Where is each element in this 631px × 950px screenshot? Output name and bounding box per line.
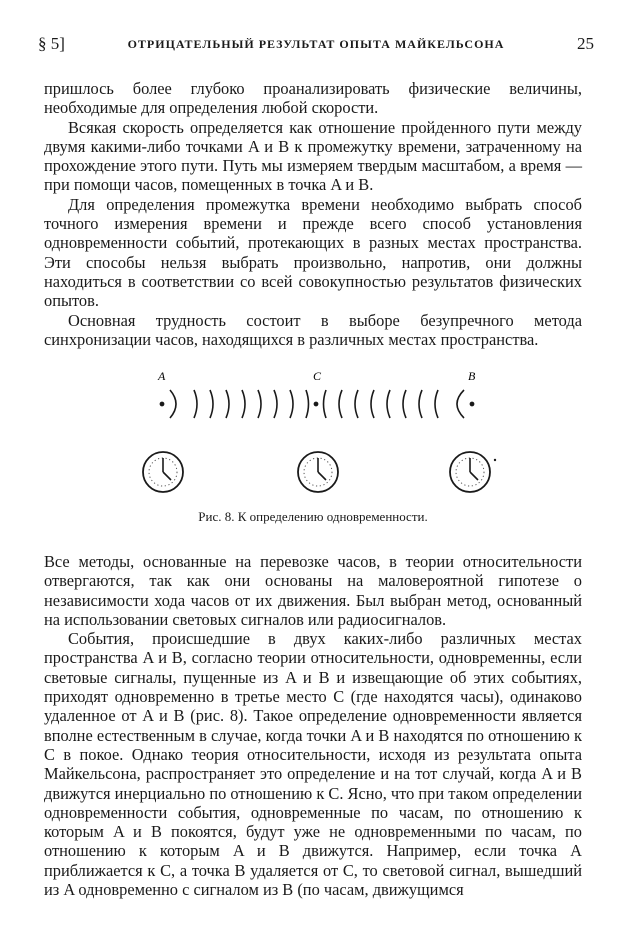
paragraph: Для определения промежутка времени необходимо выбрать способ точного измерения времени и прежде всего способ установления одновременности событий, протекающих в разных местах пространства. Эти способы нельзя выбрать произвольно, напротив, они должны находиться в соответствии со всей совокупностью результатов физических опытов. (44, 194, 582, 311)
page-number: 25 (577, 34, 594, 53)
paragraph: Всякая скорость определяется как отношение пройденного пути между двумя какими-либо точками A и B к промежутку времени, затраченному на прохождение этого пути. Путь мы измеряем твердым масштабом, а время — при помощи часов, помещенных в точка A и B. (44, 117, 582, 195)
label-point-a: A (158, 369, 166, 383)
chapter-title: ОТРИЦАТЕЛЬНЫЙ РЕЗУЛЬТАТ ОПЫТА МАЙКЕЛЬСОНА (127, 37, 505, 51)
wavefront-left-6 (258, 390, 261, 418)
wavefront-right-3 (419, 390, 422, 418)
wavefront-left-4 (226, 390, 229, 418)
wavefront-right-5 (387, 390, 390, 418)
paragraph: События, происшедшие в двух каких-либо различных местах пространства A и B, согласно теории относительности, одновременны, если световые сигналы, пущенные из A и B и извещающие об этих событиях, приходят одновременно в третье место C (где находятся часы), одинаково удаленное от A и B (рис. 8). Такое определение одновременности является вполне естественным в случае, когда точки A и B находятся по отношению к C в покое. Однако теория относительности, исходя из результата опыта Майкельсона, распространяет это определение и на тот случай, когда A и B движутся инерциально по отношению к C. Ясно, что при таком определении одновременности события, одновременные по часам, по отношению к которым A и B покоятся, будут уже не одновременными по часам, по отношению к которым A и B движутся. Например, если точка A приближается к C, а точка B удаляется от C, то световой сигнал, вышедший из A одновременно с сигналом из B (по часам, движущимся (44, 629, 582, 900)
wavefront-left-7 (274, 390, 277, 418)
label-point-c: C (313, 369, 322, 383)
figure-caption: Рис. 8. К определению одновременности. (198, 509, 428, 524)
point-b-dot (470, 402, 473, 405)
wavefront-left-1 (170, 390, 176, 418)
wavefront-right-6 (371, 390, 374, 418)
text-block-bottom (44, 552, 582, 899)
paragraph: Основная трудность состоит в выборе безупречного метода синхронизации часов, находящихся в различных местах пространства. (44, 310, 582, 349)
section-number: § 5] (38, 34, 65, 53)
point-c-dot (314, 402, 317, 405)
figure-simultaneity (130, 362, 510, 502)
wavefront-left-3 (210, 390, 213, 418)
wavefront-right-4 (403, 390, 406, 418)
clock-b (450, 452, 496, 492)
wavefront-left-2 (194, 390, 197, 418)
figure-diagram (130, 362, 510, 502)
wavefront-right-1 (457, 390, 464, 418)
text-block-top (44, 79, 582, 349)
clock-a (143, 452, 183, 492)
label-point-b: B (468, 369, 476, 383)
wavefront-left-9 (306, 390, 309, 418)
wavefront-right-8 (339, 390, 342, 418)
clock-c (298, 452, 338, 492)
point-a-dot (160, 402, 163, 405)
paragraph: пришлось более глубоко проанализировать физические величины, необходимые для определения любой скорости. (44, 79, 582, 118)
wavefront-right-7 (355, 390, 358, 418)
wavefront-left-8 (290, 390, 293, 418)
wavefronts (160, 390, 473, 418)
running-header (38, 34, 594, 56)
wavefront-right-9 (324, 390, 327, 418)
wavefront-right-2 (435, 390, 438, 418)
wavefront-left-5 (242, 390, 245, 418)
paragraph: Все методы, основанные на перевозке часов, в теории относительности отвергаются, так как они основаны на маловероятной гипотезе о независимости хода часов от их движения. Был выбран метод, основанный на использовании световых сигналов или радиосигналов. (44, 552, 582, 629)
